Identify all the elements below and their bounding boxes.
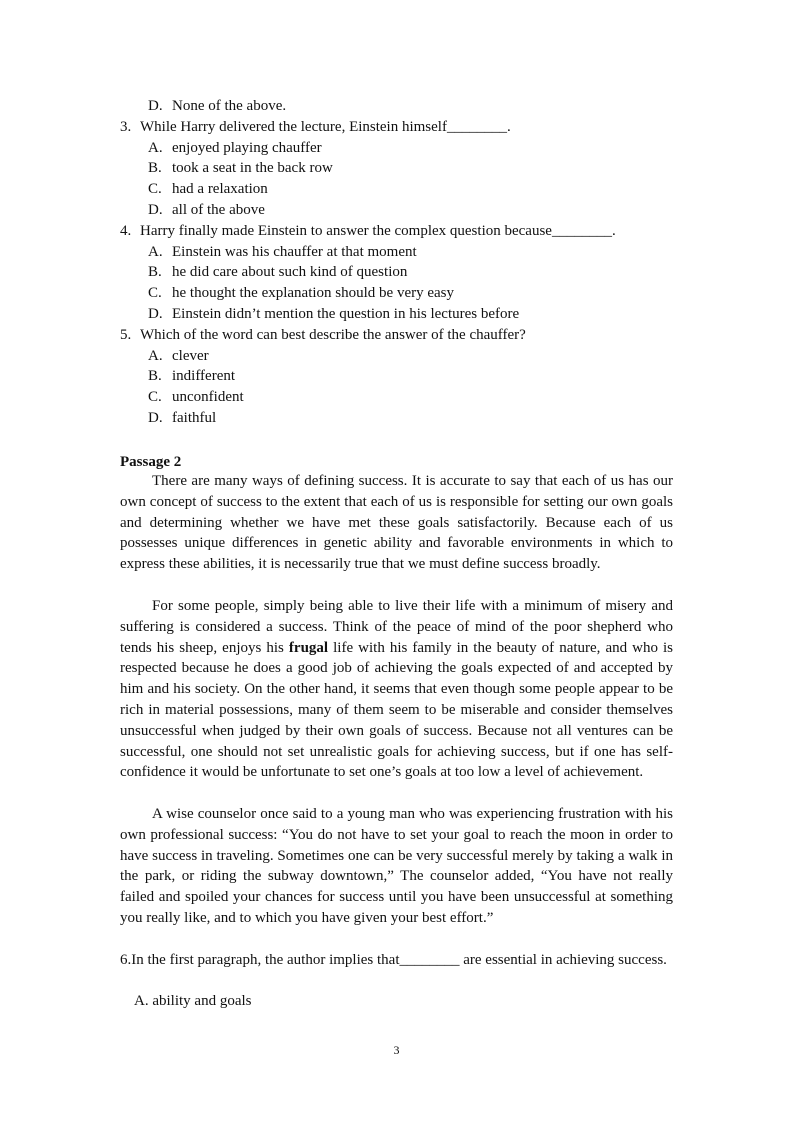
q3-option-b	[148, 158, 333, 178]
question-text: Which of the word can best describe the answer of the chauffer?	[140, 327, 526, 343]
question-text: While Harry delivered the lecture, Einstein himself________.	[140, 119, 511, 135]
passage-paragraph-2	[120, 596, 673, 783]
option-letter: A.	[148, 348, 163, 364]
q4-option-a	[148, 242, 417, 262]
question-number: 4.	[120, 223, 132, 239]
option-text: he did care about such kind of question	[172, 264, 408, 280]
option-letter: C.	[148, 181, 162, 197]
page-number: 3	[393, 1043, 400, 1057]
question-6	[120, 950, 673, 971]
q3-option-c	[148, 179, 268, 199]
option-letter: C.	[148, 285, 162, 301]
option-letter: D.	[148, 306, 163, 322]
option-text: he thought the explanation should be very easy	[172, 285, 455, 301]
question-text: 6.In the first paragraph, the author implies that________ are essential in achieving success.	[120, 952, 667, 968]
q5-option-b	[148, 366, 235, 386]
passage-heading: Passage 2	[120, 454, 182, 470]
paragraph-text-after: life with his family in the beauty of nature, and who is respected because he does a good job of achieving the goals expected of and accepted by him and his society. On the other hand, it seems that even though some people appear to be rich in material possessions, many of them seem to be miserable and consider themselves unsuccessful when judged by their own goals of success. Because not all ventures can be successful, one should not set unrealistic goals for achieving success, but if one has self-confidence it would be unfortunate to set one’s goals at too low a level of achievement.	[120, 639, 674, 781]
question-number: 5.	[120, 327, 132, 343]
question-3	[120, 117, 511, 137]
option-text: Einstein was his chauffer at that moment	[172, 244, 417, 260]
option-letter: A.	[148, 140, 163, 156]
option-text: Einstein didn’t mention the question in his lectures before	[172, 306, 520, 322]
q6-option-a: A. ability and goals	[134, 993, 252, 1009]
q2-option-d	[148, 96, 286, 116]
option-text: enjoyed playing chauffer	[172, 140, 322, 156]
option-text: indifferent	[172, 368, 236, 384]
option-text: had a relaxation	[172, 181, 268, 197]
q5-option-c	[148, 387, 244, 407]
question-number: 3.	[120, 119, 132, 135]
option-text: all of the above	[172, 202, 265, 218]
q5-option-d	[148, 408, 216, 428]
option-letter: B.	[148, 264, 162, 280]
passage-paragraph-1	[120, 471, 673, 575]
option-letter: A.	[148, 244, 163, 260]
option-text: took a seat in the back row	[172, 160, 333, 176]
option-letter: B.	[148, 368, 162, 384]
q4-option-d	[148, 304, 519, 324]
option-text: faithful	[172, 410, 217, 426]
paragraph-text: A wise counselor once said to a young man who was experiencing frustration with his own professional success: “You do not have to set your goal to reach the moon in order to have success in traveling. Sometimes one can be very successful merely by taking a walk in the park, or riding the subway downtown,” The counselor added, “You have not really failed and spoiled your chances for success until you have been unsuccessful at something you really like, and to which you have given your best effort.”	[120, 806, 673, 926]
vocabulary-word: frugal	[288, 639, 329, 656]
question-5	[120, 325, 526, 345]
option-text: clever	[172, 348, 209, 364]
q3-option-d	[148, 200, 265, 220]
option-text: unconfident	[172, 389, 244, 405]
question-4	[120, 221, 616, 241]
option-letter: B.	[148, 160, 162, 176]
q4-option-b	[148, 262, 407, 282]
option-letter: C.	[148, 389, 162, 405]
option-text: None of the above.	[172, 98, 287, 114]
option-letter: D.	[148, 98, 163, 114]
option-letter: D.	[148, 202, 163, 218]
question-text: Harry finally made Einstein to answer the complex question because________.	[140, 223, 616, 239]
paragraph-text-before: For some people, simply being able to live their life with a minimum of misery and suffering is considered a success. Think of the peace of mind of the poor shepherd who tends his sheep, enjoys his	[120, 598, 673, 656]
q4-option-c	[148, 283, 454, 303]
option-letter: D.	[148, 410, 163, 426]
q3-option-a	[148, 138, 322, 158]
q5-option-a	[148, 346, 209, 366]
paragraph-text: There are many ways of defining success. It is accurate to say that each of us has our own concept of success to the extent that each of us is responsible for setting our own goals and determining whether we have met these goals satisfactorily. Because each of us possesses unique differences in genetic ability and favorable environments in which to express these abilities, it is necessarily true that we must define success broadly.	[120, 473, 673, 573]
passage-paragraph-3	[120, 804, 673, 929]
